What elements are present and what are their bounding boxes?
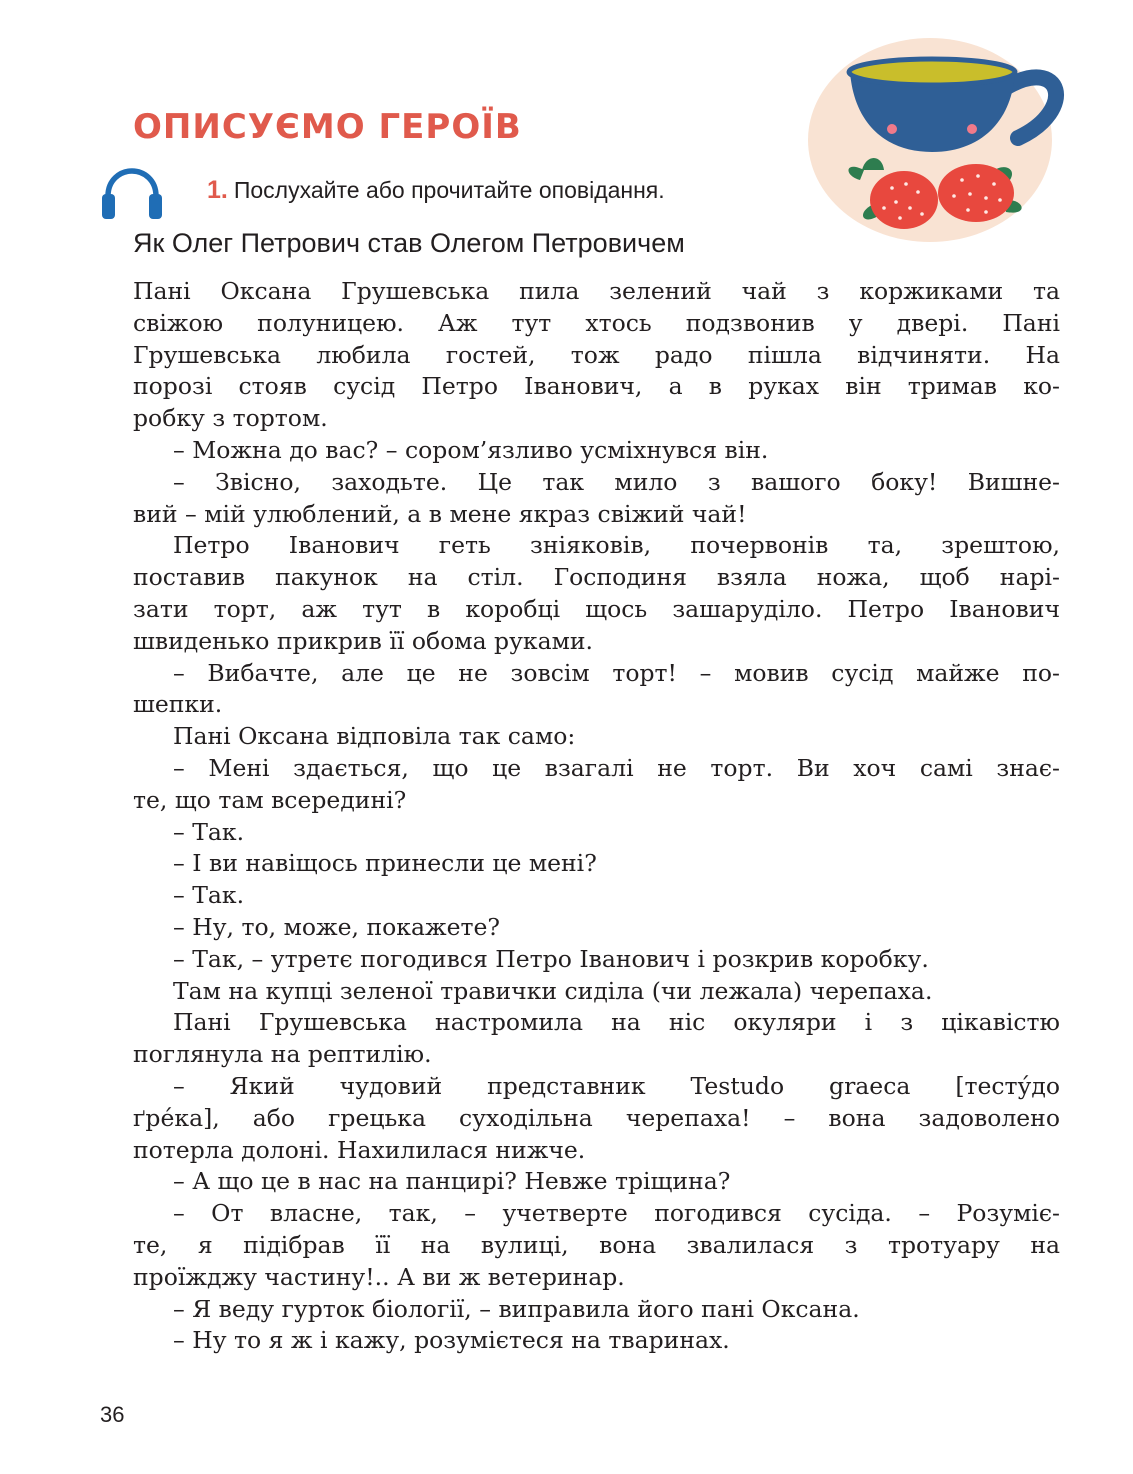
- story-line: Там на купці зеленої травички сиділа (чи лежала) черепаха.: [173, 976, 933, 1005]
- page-number: 36: [100, 1402, 125, 1427]
- task-instruction: [207, 174, 665, 206]
- story-text: [133, 276, 1060, 1357]
- tea-cup-strawberries-illustration: [800, 30, 1080, 255]
- story-line: Пані Грушевська настромила на ніс окуляри і з цікавістю: [173, 1008, 1060, 1037]
- story-line: – Так.: [173, 881, 245, 910]
- story-line: – Мені здається, що це взагалі не торт. Ви хоч самі знає-: [173, 753, 1060, 782]
- task-number: 1.: [207, 176, 228, 204]
- story-line: потерла долоні. Нахилилася нижче.: [133, 1135, 586, 1164]
- story-line: те, я підібрав її на вулиці, вона звалилася з тротуару на: [133, 1230, 1060, 1259]
- story-line: – І ви навіщось принесли це мені?: [173, 849, 597, 878]
- story-line: – Так.: [173, 817, 245, 846]
- story-line: порозі стояв сусід Петро Іванович, а в руках він тримав ко-: [133, 372, 1060, 401]
- task-text: Послухайте або прочитайте оповідання.: [233, 177, 665, 203]
- story-line: зати торт, аж тут в коробці щось зашаруділо. Петро Іванович: [133, 594, 1060, 623]
- story-line: – А що це в нас на панцирі? Невже тріщина?: [173, 1167, 731, 1196]
- story-line: – Ну то я ж і кажу, розумієтеся на тваринах.: [173, 1326, 730, 1355]
- story-line: поглянула на рептилію.: [133, 1040, 432, 1069]
- story-line: – Звісно, заходьте. Це так мило з вашого боку! Вишне-: [173, 467, 1060, 496]
- story-line: робку з тортом.: [133, 404, 328, 433]
- story-line: Пані Оксана відповіла так само:: [173, 722, 576, 751]
- story-line: те, що там всередині?: [133, 785, 407, 814]
- story-title: Як Олег Петрович став Олегом Петровичем: [133, 228, 685, 258]
- story-line: ґре́ка], або грецька суходільна черепаха! – вона задоволено: [133, 1103, 1060, 1132]
- page-title: ОПИСУЄМО ГЕРОЇВ: [133, 107, 522, 147]
- story-line: – Вибачте, але це не зовсім торт! – мовив сусід майже по-: [173, 658, 1060, 687]
- story-line: Петро Іванович геть зніяковів, почервонів та, зрештою,: [173, 531, 1060, 560]
- story-line: вий – мій улюблений, а в мене якраз свіжий чай!: [133, 499, 747, 528]
- story-line: шепки.: [133, 690, 223, 719]
- story-line: – Так, – утретє погодився Петро Іванович і розкрив коробку.: [173, 944, 929, 973]
- story-line: Грушевська любила гостей, тож радо пішла відчиняти. На: [133, 340, 1060, 369]
- story-line: – Який чудовий представник Testudo graeca [тесту́до: [173, 1071, 1060, 1100]
- story-line: – Ну, то, може, покажете?: [173, 912, 501, 941]
- story-line: швиденько прикрив її обома руками.: [133, 626, 594, 655]
- story-line: – Можна до вас? – сором’язливо усміхнувся він.: [173, 435, 769, 464]
- story-line: поставив пакунок на стіл. Господиня взяла ножа, щоб нарі-: [133, 563, 1060, 592]
- story-line: – Я веду гурток біології, – виправила його пані Оксана.: [173, 1294, 860, 1323]
- story-line: проїжджу частину!.. А ви ж ветеринар.: [133, 1262, 625, 1291]
- headphones-icon: [100, 166, 164, 220]
- story-line: Пані Оксана Грушевська пила зелений чай з коржиками та: [133, 277, 1060, 305]
- story-line: – От власне, так, – учетверте погодився сусіда. – Розуміє-: [173, 1199, 1060, 1228]
- story-line: свіжою полуницею. Аж тут хтось подзвонив у двері. Пані: [133, 308, 1060, 337]
